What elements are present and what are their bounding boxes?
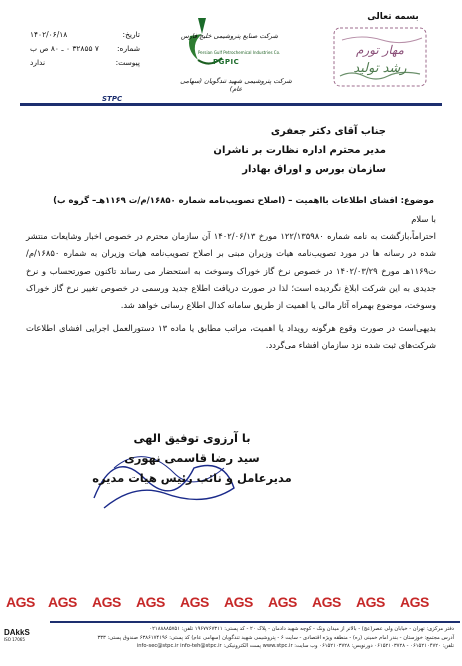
logo-company-en: Persian Gulf Petrochemical Industries Co. bbox=[198, 50, 281, 55]
company-name: شرکت پتروشیمی شهید تندگویان (سهامی عام) bbox=[180, 77, 292, 93]
ags-logo: AGS bbox=[400, 594, 429, 610]
slogan-text-2: رشد تولید bbox=[353, 61, 407, 76]
letter-header bbox=[0, 0, 462, 112]
ags-logo: AGS bbox=[312, 594, 341, 610]
signatory-title: مدیرعامل و نائب رئیس هیات مدیره bbox=[92, 471, 292, 485]
besmellah: بسمه تعالی bbox=[367, 12, 419, 22]
body-paragraph-2: بدیهی‌است در صورت وقوع هرگونه رویداد یا اهمیت، مراتب مطابق یا ماده ۱۳ دستورالعمل اجرایی افشای اطلاعات شرکت‌های ثبت شده نزد سازمان افشاء می‌گردد. bbox=[26, 323, 437, 351]
ags-logo: AGS bbox=[6, 594, 35, 610]
number-value: ۷ ۳۲۸۵۵ ۰ ـ ۸۰ ص ب bbox=[30, 44, 99, 53]
addressee-position: مدیر محترم اداره نظارت بر ناشران bbox=[213, 145, 386, 156]
footer-head-office: دفتر مرکزی: تهران - خیابان ولی عصر(عج) - بالاتر از میدان ونک - کوچه شهید دادمان - پلاک ۲۰ - کد پستی: ۱۹۶۷۷۶۷۳۱۱ تلفن: ۰۲۱۸۸۸۸۵۷۵۱ bbox=[149, 626, 454, 632]
footer-divider bbox=[50, 621, 460, 623]
ags-logo: AGS bbox=[224, 594, 253, 610]
footer-complex-address: آدرس مجتمع: خوزستان - بندر امام خمینی (ره) - منطقه ویژه اقتصادی - سایت ۶ - پتروشیمی شهید تندگویان (سهامی عام) کد پستی: ۶۳۸۶۱۷۴۱۹۶ صندوق پستی: ۳۳۳ bbox=[97, 634, 454, 641]
short-code: STPC bbox=[98, 95, 126, 103]
dakks-title: DAkkS bbox=[4, 628, 30, 637]
ags-logo: AGS bbox=[136, 594, 165, 610]
attachment-label: پیوست: bbox=[115, 58, 140, 67]
footer-contact bbox=[56, 625, 454, 651]
body-paragraph-1: احتراماً،بازگشت به نامه شماره ۱۲۲/۱۳۵۹۸۰ مورخ ۱۴۰۲/۰۶/۱۳ آن سازمان محترم در خصوص اخبار وشایعات منتشر شده در رسانه ها در مورد تصویب‌نامه هیات وزیران مبنی بر اصلاح تصویب‌نامه هیات وزیران به شماره ۱۶۸۵۰/م/ت۱۱۶۹هـ مورخ ۱۴۰۲/۰۳/۲۹ در خصوص نرخ گاز خوراک وسوخت به استحضار می رساند تاکنون صورتحساب و نرخ جدیدی به این شرکت ابلاغ نگردیده است؛ لذا در صورت دریافت اطلاع جدید ورسمی در خصوص تغییر نرخ گاز خوراک وسوخت، موضوع بهمراه آثار مالی یا اهمیت از طریق سامانه کدال اطلاع رسانی خواهد شد. bbox=[26, 231, 436, 311]
attachment-value: ندارد bbox=[30, 58, 46, 67]
closing-line: با آرزوی توفیق الهی bbox=[133, 431, 251, 445]
letter-subject: موضوع: افشای اطلاعات بااهمیت – (اصلاح تصویب‌نامه شماره ۱۶۸۵۰/م/ت ۱۱۶۹هـ– گروه ب) bbox=[53, 196, 434, 206]
letter-body bbox=[26, 211, 436, 355]
logo-company-title: شرکت صنایع پتروشیمی خلیج فارس bbox=[180, 32, 278, 40]
letter-meta bbox=[30, 28, 140, 70]
slogan-emblem bbox=[332, 26, 428, 88]
ags-logo: AGS bbox=[356, 594, 385, 610]
dakks-subtitle: ISO 17065 bbox=[4, 637, 25, 642]
addressee-name: جناب آقای دکتر جعفری bbox=[270, 126, 386, 137]
footer-phone-web: تلفن: ۰۶۱۵۲۱۰۴۷۲۰ - ۰۶۱۵۲۱۰۳۷۲۸ دورنویس: ۰۶۱۵۲۱۰۳۷۲۸ وب سایت: www.stpc.ir پست الکترونیکی: info-sec@stpc.ir info-teh@stpc.ir bbox=[136, 643, 454, 650]
dakks-logo bbox=[4, 628, 48, 658]
ags-logo: AGS bbox=[92, 594, 121, 610]
signature-block bbox=[62, 428, 322, 548]
header-divider bbox=[20, 103, 442, 106]
date-label: تاریخ: bbox=[122, 30, 140, 39]
date-value: ۱۴۰۲/۰۶/۱۸ bbox=[30, 30, 68, 39]
logo-company-abbr: PGPIC bbox=[213, 58, 240, 66]
ags-logo: AGS bbox=[268, 594, 297, 610]
ags-logo: AGS bbox=[180, 594, 209, 610]
addressee-block bbox=[146, 122, 386, 179]
ags-logo: AGS bbox=[48, 594, 77, 610]
greeting: با سلام bbox=[411, 214, 436, 224]
signatory-name: سید رضا قاسمی نهوری bbox=[124, 451, 260, 465]
addressee-organization: سازمان بورس و اوراق بهادار bbox=[242, 164, 386, 175]
slogan-text-1: مهار تورم bbox=[356, 43, 404, 57]
certification-logos bbox=[0, 594, 462, 618]
number-label: شماره: bbox=[117, 44, 140, 53]
